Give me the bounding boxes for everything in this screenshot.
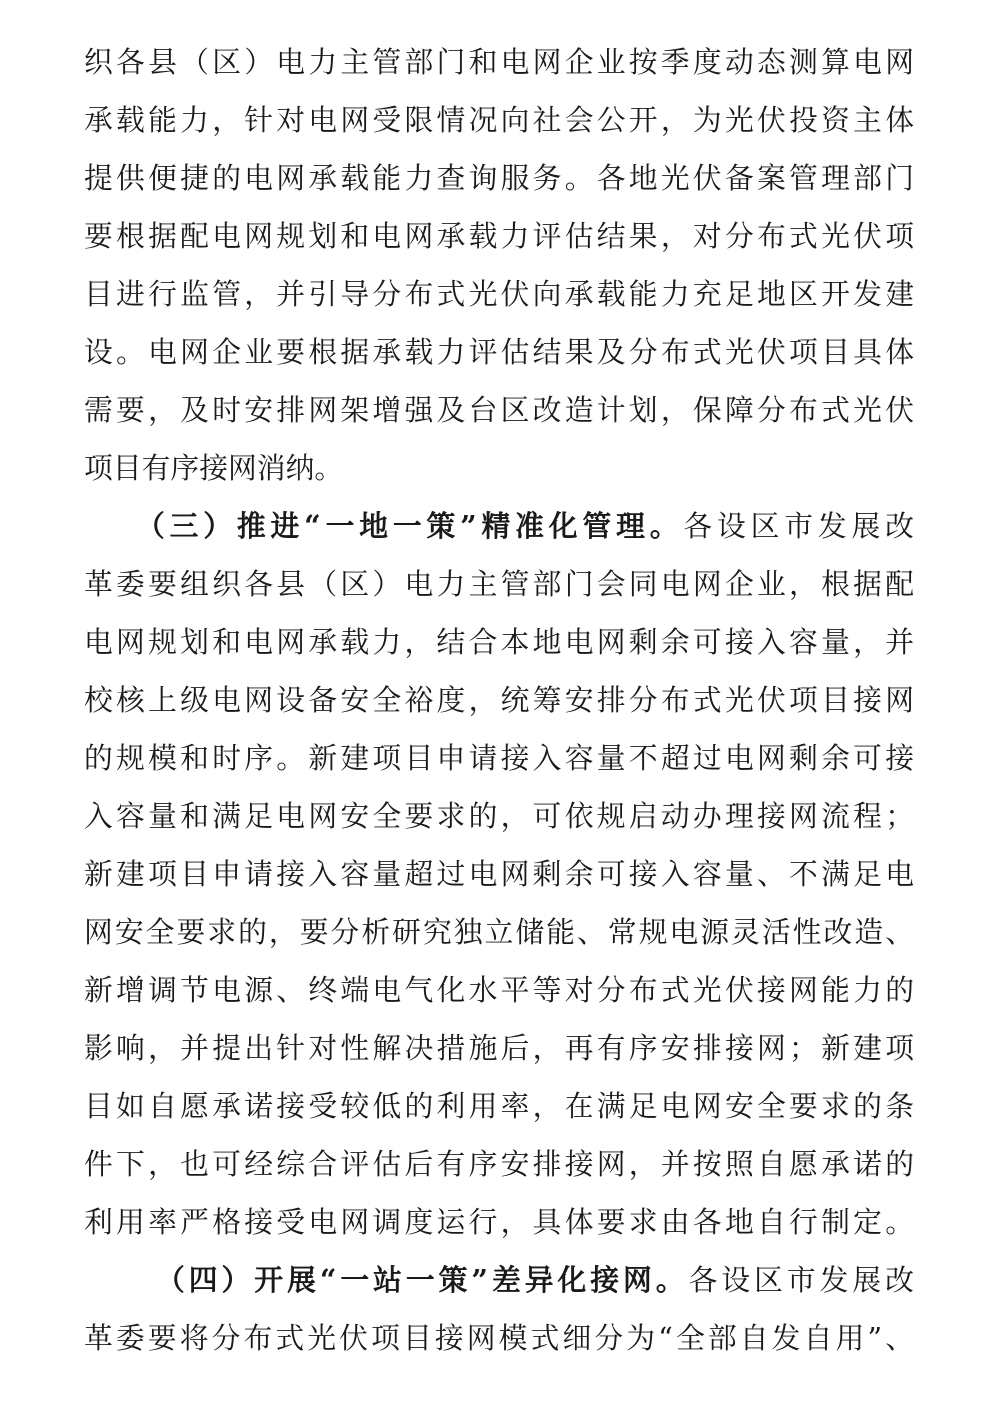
text-line: 需要，及时安排网架增强及台区改造计划，保障分布式光伏	[84, 393, 914, 427]
paragraph-3	[84, 1251, 914, 1367]
text-line: 承载能力，针对电网受限情况向社会公开，为光伏投资主体	[84, 103, 914, 137]
paragraph-2	[84, 497, 914, 1251]
heading-line-rest: 各设区市发展改	[688, 1263, 914, 1297]
body-text	[84, 33, 914, 1367]
text-line: 革委要组织各县（区）电力主管部门会同电网企业，根据配	[84, 567, 914, 601]
heading-line-rest: 各设区市发展改	[683, 509, 914, 543]
text-line: 影响，并提出针对性解决措施后，再有序安排接网；新建项	[84, 1031, 914, 1065]
text-line: 设。电网企业要根据承载力评估结果及分布式光伏项目具体	[84, 335, 914, 369]
text-line: 入容量和满足电网安全要求的，可依规启动办理接网流程；	[84, 799, 914, 833]
paragraph-first-line	[84, 1251, 914, 1309]
text-line: 的规模和时序。新建项目申请接入容量不超过电网剩余可接	[84, 741, 914, 775]
section-heading-4: （四）开展“一站一策”差异化接网。	[156, 1263, 689, 1297]
text-line: 革委要将分布式光伏项目接网模式细分为“全部自发自用”、	[84, 1321, 914, 1355]
text-line: 提供便捷的电网承载能力查询服务。各地光伏备案管理部门	[84, 161, 914, 195]
text-line: 新增调节电源、终端电气化水平等对分布式光伏接网能力的	[84, 973, 914, 1007]
text-line: 电网规划和电网承载力，结合本地电网剩余可接入容量，并	[84, 625, 914, 659]
section-heading-3: （三）推进“一地一策”精准化管理。	[136, 509, 684, 543]
text-line: 项目有序接网消纳。	[84, 451, 344, 485]
text-line: 目如自愿承诺接受较低的利用率，在满足电网安全要求的条	[84, 1089, 914, 1123]
text-line: 织各县（区）电力主管部门和电网企业按季度动态测算电网	[84, 45, 914, 79]
text-line: 校核上级电网设备安全裕度，统筹安排分布式光伏项目接网	[84, 683, 914, 717]
text-line: 利用率严格接受电网调度运行，具体要求由各地自行制定。	[84, 1205, 914, 1239]
text-line: 新建项目申请接入容量超过电网剩余可接入容量、不满足电	[84, 857, 914, 891]
text-line: 目进行监管，并引导分布式光伏向承载能力充足地区开发建	[84, 277, 914, 311]
paragraph-1	[84, 33, 914, 497]
text-line: 要根据配电网规划和电网承载力评估结果，对分布式光伏项	[84, 219, 914, 253]
text-line: 件下，也可经综合评估后有序安排接网，并按照自愿承诺的	[84, 1147, 914, 1181]
paragraph-first-line	[84, 497, 914, 555]
text-line: 网安全要求的，要分析研究独立储能、常规电源灵活性改造、	[84, 915, 914, 949]
